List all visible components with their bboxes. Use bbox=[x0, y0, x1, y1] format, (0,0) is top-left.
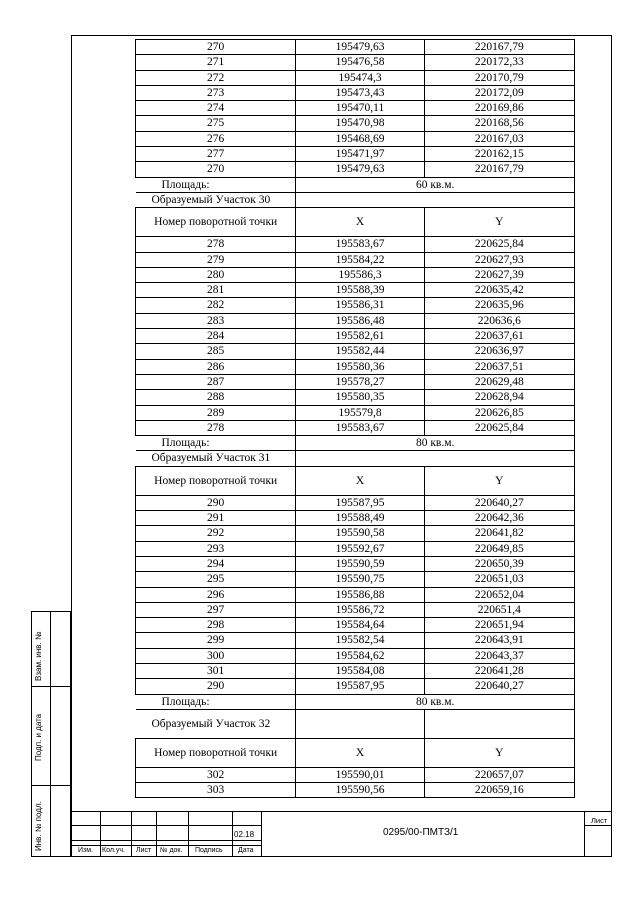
x-coordinate: 195468,69 bbox=[296, 131, 424, 146]
area-value: 80 кв.м. bbox=[296, 436, 575, 451]
x-coordinate: 195479,63 bbox=[296, 40, 424, 55]
point-number: 279 bbox=[136, 252, 296, 267]
table-row bbox=[136, 420, 575, 435]
area-label: Площадь: bbox=[136, 694, 296, 709]
table-row bbox=[136, 783, 575, 798]
y-coordinate: 220637,61 bbox=[424, 329, 574, 344]
stamp-col-kolu: Кол.уч. bbox=[102, 847, 125, 854]
header-point: Номер поворотной точки bbox=[136, 466, 296, 495]
stamp-date-value: 02.18 bbox=[234, 830, 255, 839]
x-coordinate: 195588,49 bbox=[296, 511, 424, 526]
table-row bbox=[136, 374, 575, 389]
y-coordinate: 220628,94 bbox=[424, 390, 574, 405]
point-number: 290 bbox=[136, 495, 296, 510]
table-row bbox=[136, 70, 575, 85]
area-value: 80 кв.м. bbox=[296, 694, 575, 709]
table-row bbox=[136, 116, 575, 131]
point-number: 298 bbox=[136, 618, 296, 633]
table-row bbox=[136, 602, 575, 617]
table-header-row bbox=[136, 738, 575, 767]
x-coordinate: 195587,95 bbox=[296, 495, 424, 510]
x-coordinate: 195592,67 bbox=[296, 541, 424, 556]
table-row bbox=[136, 298, 575, 313]
header-y: Y bbox=[424, 466, 574, 495]
y-coordinate: 220626,85 bbox=[424, 405, 574, 420]
x-coordinate: 195579,8 bbox=[296, 405, 424, 420]
y-coordinate: 220169,86 bbox=[424, 101, 574, 116]
y-coordinate: 220640,27 bbox=[424, 679, 574, 694]
point-number: 301 bbox=[136, 663, 296, 678]
table-row bbox=[136, 85, 575, 100]
coordinates-table bbox=[135, 39, 575, 798]
table-row bbox=[136, 40, 575, 55]
point-number: 270 bbox=[136, 40, 296, 55]
point-number: 289 bbox=[136, 405, 296, 420]
table-row bbox=[136, 405, 575, 420]
side-stamp bbox=[31, 611, 71, 857]
y-coordinate: 220650,39 bbox=[424, 556, 574, 571]
x-coordinate: 195582,44 bbox=[296, 344, 424, 359]
plot-title: Образуемый Участок 31 bbox=[136, 451, 296, 466]
area-label: Площадь: bbox=[136, 436, 296, 451]
x-coordinate: 195584,64 bbox=[296, 618, 424, 633]
table-row bbox=[136, 237, 575, 252]
point-number: 281 bbox=[136, 283, 296, 298]
plot-title-row bbox=[136, 451, 575, 466]
y-coordinate: 220627,93 bbox=[424, 252, 574, 267]
inv-label: Инв. № подл. bbox=[34, 801, 43, 851]
x-coordinate: 195474,3 bbox=[296, 70, 424, 85]
area-row bbox=[136, 694, 575, 709]
y-coordinate: 220167,79 bbox=[424, 162, 574, 177]
x-coordinate: 195590,01 bbox=[296, 767, 424, 782]
point-number: 297 bbox=[136, 602, 296, 617]
table-header-row bbox=[136, 208, 575, 237]
table-row bbox=[136, 633, 575, 648]
point-number: 274 bbox=[136, 101, 296, 116]
y-coordinate: 220637,51 bbox=[424, 359, 574, 374]
plot-title: Образуемый Участок 32 bbox=[136, 709, 296, 738]
y-coordinate: 220167,03 bbox=[424, 131, 574, 146]
plot-title-blank bbox=[296, 709, 424, 738]
point-number: 291 bbox=[136, 511, 296, 526]
x-coordinate: 195583,67 bbox=[296, 420, 424, 435]
area-label: Площадь: bbox=[136, 177, 296, 192]
x-coordinate: 195583,67 bbox=[296, 237, 424, 252]
x-coordinate: 195580,35 bbox=[296, 390, 424, 405]
table-row bbox=[136, 344, 575, 359]
y-coordinate: 220162,15 bbox=[424, 147, 574, 162]
header-y: Y bbox=[424, 208, 574, 237]
y-coordinate: 220652,04 bbox=[424, 587, 574, 602]
stamp-col-izm: Изм. bbox=[78, 847, 93, 854]
y-coordinate: 220627,39 bbox=[424, 267, 574, 282]
x-coordinate: 195590,59 bbox=[296, 556, 424, 571]
point-number: 272 bbox=[136, 70, 296, 85]
point-number: 292 bbox=[136, 526, 296, 541]
plot-title-blank bbox=[296, 192, 424, 207]
point-number: 303 bbox=[136, 783, 296, 798]
y-coordinate: 220641,82 bbox=[424, 526, 574, 541]
point-number: 280 bbox=[136, 267, 296, 282]
table-row bbox=[136, 147, 575, 162]
y-coordinate: 220649,85 bbox=[424, 541, 574, 556]
x-coordinate: 195582,61 bbox=[296, 329, 424, 344]
table-row bbox=[136, 162, 575, 177]
x-coordinate: 195580,36 bbox=[296, 359, 424, 374]
y-coordinate: 220659,16 bbox=[424, 783, 574, 798]
y-coordinate: 220642,36 bbox=[424, 511, 574, 526]
point-number: 287 bbox=[136, 374, 296, 389]
area-row bbox=[136, 177, 575, 192]
x-coordinate: 195584,22 bbox=[296, 252, 424, 267]
vzam-label: Взам. инв. № bbox=[34, 631, 43, 681]
point-number: 286 bbox=[136, 359, 296, 374]
y-coordinate: 220172,33 bbox=[424, 55, 574, 70]
point-number: 277 bbox=[136, 147, 296, 162]
x-coordinate: 195578,27 bbox=[296, 374, 424, 389]
plot-title-row bbox=[136, 192, 575, 207]
stamp-col-ndok: № док. bbox=[160, 847, 183, 854]
point-number: 294 bbox=[136, 556, 296, 571]
plot-title-blank bbox=[424, 709, 574, 738]
table-row bbox=[136, 283, 575, 298]
table-row bbox=[136, 390, 575, 405]
point-number: 283 bbox=[136, 313, 296, 328]
y-coordinate: 220651,4 bbox=[424, 602, 574, 617]
point-number: 288 bbox=[136, 390, 296, 405]
x-coordinate: 195590,75 bbox=[296, 572, 424, 587]
table-row bbox=[136, 541, 575, 556]
area-value: 60 кв.м. bbox=[296, 177, 575, 192]
table-row bbox=[136, 313, 575, 328]
x-coordinate: 195586,88 bbox=[296, 587, 424, 602]
point-number: 270 bbox=[136, 162, 296, 177]
header-x: X bbox=[296, 208, 424, 237]
point-number: 295 bbox=[136, 572, 296, 587]
point-number: 271 bbox=[136, 55, 296, 70]
y-coordinate: 220168,56 bbox=[424, 116, 574, 131]
point-number: 300 bbox=[136, 648, 296, 663]
point-number: 284 bbox=[136, 329, 296, 344]
table-row bbox=[136, 663, 575, 678]
y-coordinate: 220640,27 bbox=[424, 495, 574, 510]
table-row bbox=[136, 359, 575, 374]
x-coordinate: 195584,62 bbox=[296, 648, 424, 663]
plot-title: Образуемый Участок 30 bbox=[136, 192, 296, 207]
area-row bbox=[136, 436, 575, 451]
x-coordinate: 195479,63 bbox=[296, 162, 424, 177]
x-coordinate: 195587,95 bbox=[296, 679, 424, 694]
table-row bbox=[136, 648, 575, 663]
header-x: X bbox=[296, 738, 424, 767]
stamp-col-podpis: Подпись bbox=[195, 847, 223, 854]
table-row bbox=[136, 267, 575, 282]
point-number: 285 bbox=[136, 344, 296, 359]
stamp-col-list: Лист bbox=[136, 847, 152, 854]
point-number: 282 bbox=[136, 298, 296, 313]
plot-title-blank bbox=[424, 451, 574, 466]
table-row bbox=[136, 252, 575, 267]
table-row bbox=[136, 495, 575, 510]
y-coordinate: 220651,94 bbox=[424, 618, 574, 633]
table-row bbox=[136, 556, 575, 571]
x-coordinate: 195584,08 bbox=[296, 663, 424, 678]
podp-label: Подп. и дата bbox=[34, 713, 43, 761]
table-row bbox=[136, 587, 575, 602]
table-header-row bbox=[136, 466, 575, 495]
y-coordinate: 220643,91 bbox=[424, 633, 574, 648]
point-number: 296 bbox=[136, 587, 296, 602]
plot-title-blank bbox=[296, 451, 424, 466]
sheet-label: Лист bbox=[591, 816, 608, 825]
table-row bbox=[136, 131, 575, 146]
plot-title-blank bbox=[424, 192, 574, 207]
header-y: Y bbox=[424, 738, 574, 767]
table-row bbox=[136, 526, 575, 541]
header-point: Номер поворотной точки bbox=[136, 738, 296, 767]
y-coordinate: 220651,03 bbox=[424, 572, 574, 587]
point-number: 290 bbox=[136, 679, 296, 694]
table-row bbox=[136, 572, 575, 587]
x-coordinate: 195586,72 bbox=[296, 602, 424, 617]
table-row bbox=[136, 618, 575, 633]
title-block bbox=[71, 811, 612, 857]
y-coordinate: 220635,42 bbox=[424, 283, 574, 298]
x-coordinate: 195476,58 bbox=[296, 55, 424, 70]
y-coordinate: 220172,09 bbox=[424, 85, 574, 100]
x-coordinate: 195470,98 bbox=[296, 116, 424, 131]
x-coordinate: 195586,48 bbox=[296, 313, 424, 328]
point-number: 302 bbox=[136, 767, 296, 782]
y-coordinate: 220641,28 bbox=[424, 663, 574, 678]
x-coordinate: 195470,11 bbox=[296, 101, 424, 116]
x-coordinate: 195590,58 bbox=[296, 526, 424, 541]
point-number: 278 bbox=[136, 420, 296, 435]
point-number: 299 bbox=[136, 633, 296, 648]
y-coordinate: 220636,6 bbox=[424, 313, 574, 328]
x-coordinate: 195586,31 bbox=[296, 298, 424, 313]
point-number: 278 bbox=[136, 237, 296, 252]
y-coordinate: 220625,84 bbox=[424, 237, 574, 252]
x-coordinate: 195590,56 bbox=[296, 783, 424, 798]
point-number: 273 bbox=[136, 85, 296, 100]
y-coordinate: 220170,79 bbox=[424, 70, 574, 85]
x-coordinate: 195586,3 bbox=[296, 267, 424, 282]
plot-title-row bbox=[136, 709, 575, 738]
table-row bbox=[136, 101, 575, 116]
table-row bbox=[136, 55, 575, 70]
y-coordinate: 220625,84 bbox=[424, 420, 574, 435]
document-code: 0295/00-ПМТЗ/1 bbox=[383, 827, 459, 838]
x-coordinate: 195588,39 bbox=[296, 283, 424, 298]
table-row bbox=[136, 511, 575, 526]
table-row bbox=[136, 767, 575, 782]
point-number: 293 bbox=[136, 541, 296, 556]
y-coordinate: 220643,37 bbox=[424, 648, 574, 663]
stamp-col-data: Дата bbox=[238, 847, 254, 854]
header-x: X bbox=[296, 466, 424, 495]
x-coordinate: 195582,54 bbox=[296, 633, 424, 648]
y-coordinate: 220629,48 bbox=[424, 374, 574, 389]
header-point: Номер поворотной точки bbox=[136, 208, 296, 237]
y-coordinate: 220657,07 bbox=[424, 767, 574, 782]
x-coordinate: 195473,43 bbox=[296, 85, 424, 100]
table-row bbox=[136, 679, 575, 694]
y-coordinate: 220636,97 bbox=[424, 344, 574, 359]
point-number: 275 bbox=[136, 116, 296, 131]
y-coordinate: 220167,79 bbox=[424, 40, 574, 55]
point-number: 276 bbox=[136, 131, 296, 146]
x-coordinate: 195471,97 bbox=[296, 147, 424, 162]
table-row bbox=[136, 329, 575, 344]
y-coordinate: 220635,96 bbox=[424, 298, 574, 313]
